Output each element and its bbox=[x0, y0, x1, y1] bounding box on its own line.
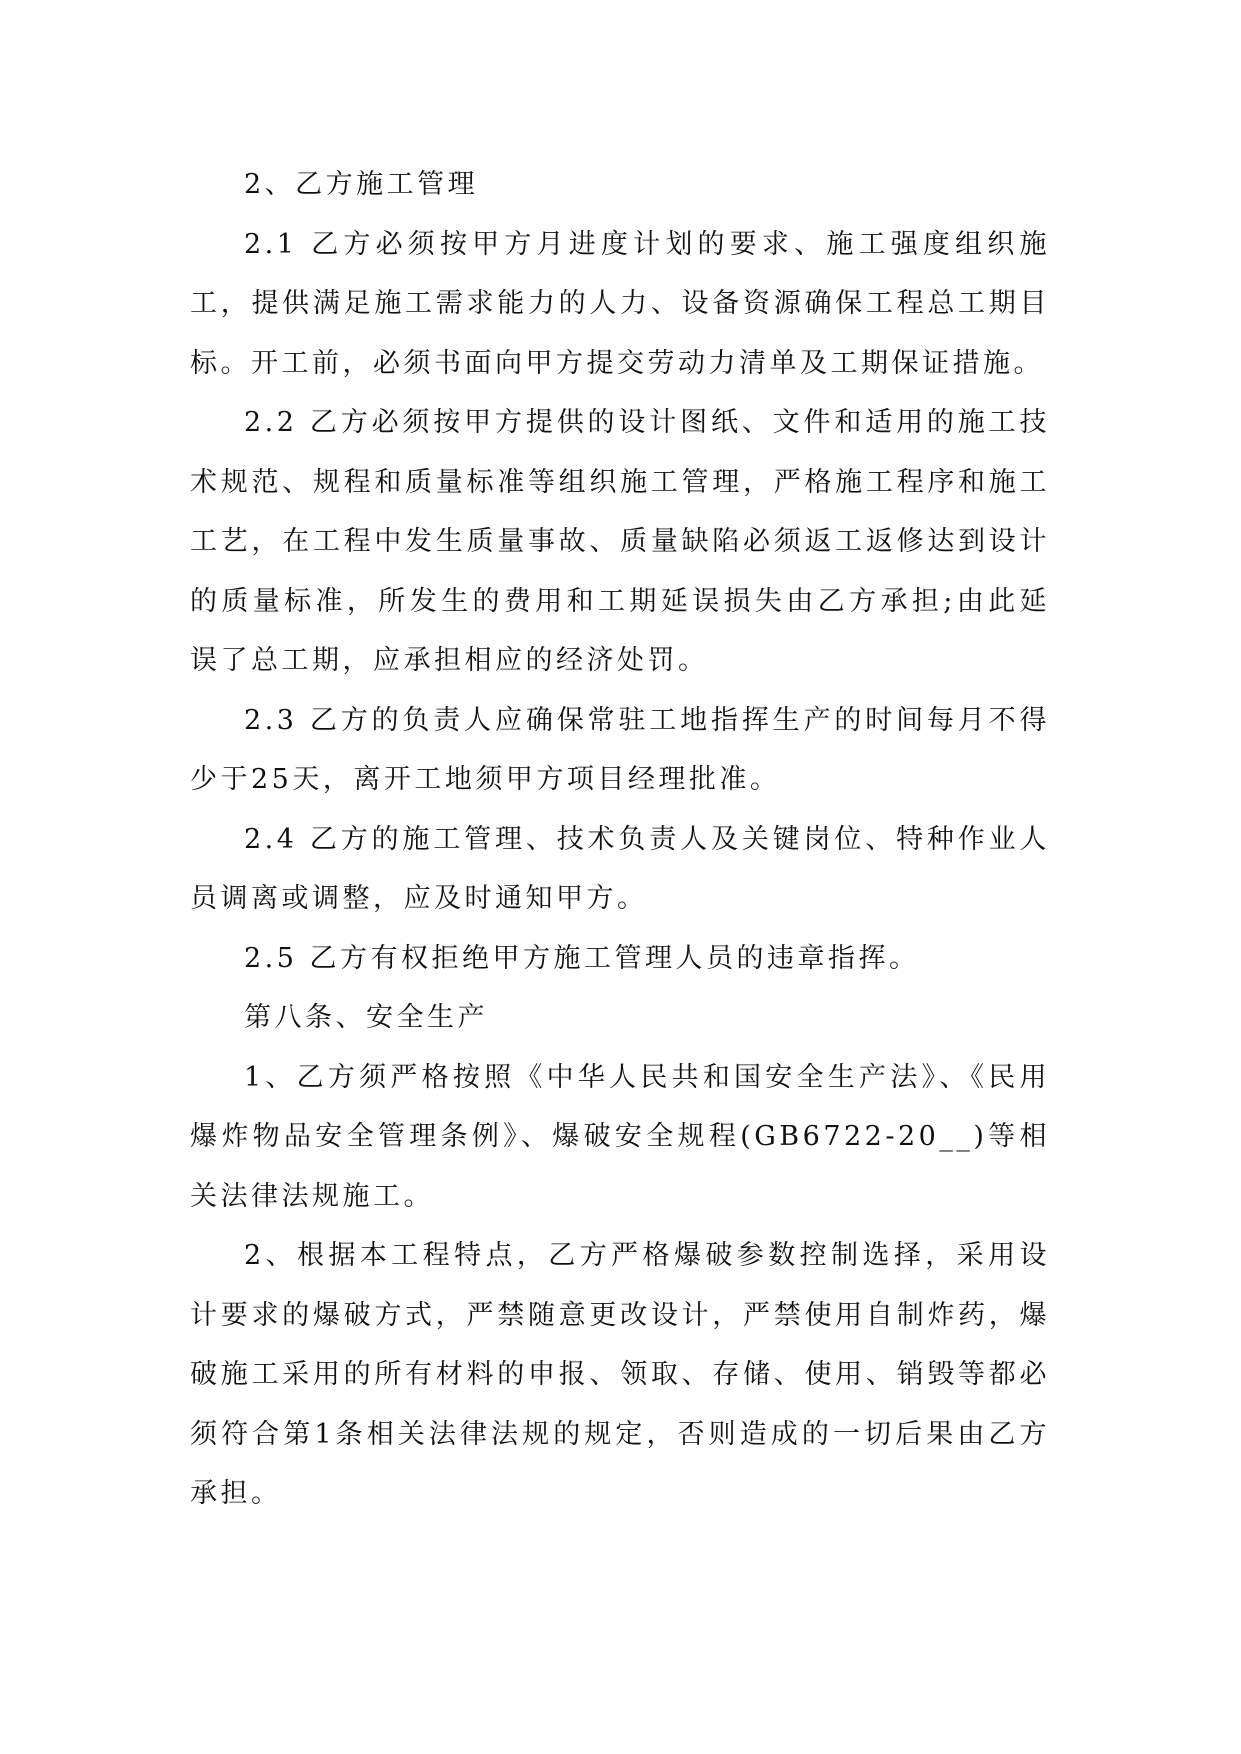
section-heading-contractor-management: 2、乙方施工管理 bbox=[244, 169, 479, 200]
clause-2-1: 2.1 乙方必须按甲方月进度计划的要求、施工强度组织施工，提供满足施工需求能力的人力、设备资源确保工程总工期目标。开工前，必须书面向甲方提交劳动力清单及工期保证措施。 bbox=[190, 228, 1050, 379]
clause-2-5: 2.5 乙方有权拒绝甲方施工管理人员的违章指挥。 bbox=[244, 942, 920, 974]
safety-clause-1: 1、乙方须严格按照《中华人民共和国安全生产法》、《民用爆炸物品安全管理条例》、爆破安全规程(GB6722-20__)等相关法律法规施工。 bbox=[190, 1061, 1050, 1212]
clause-2-2: 2.2 乙方必须按甲方提供的设计图纸、文件和适用的施工技术规范、规程和质量标准等组织施工管理，严格施工程序和施工工艺，在工程中发生质量事故、质量缺陷必须返工返修达到设计的质量标准，所发生的费用和工期延误损失由乙方承担;由此延误了总工期，应承担相应的经济处罚。 bbox=[190, 407, 1050, 676]
document-body bbox=[190, 155, 1050, 1524]
article-8-heading: 第八条、安全生产 bbox=[244, 1002, 488, 1033]
clause-2-4: 2.4 乙方的施工管理、技术负责人及关键岗位、特种作业人员调离或调整，应及时通知甲方。 bbox=[190, 823, 1050, 914]
safety-clause-2: 2、根据本工程特点，乙方严格爆破参数控制选择，采用设计要求的爆破方式，严禁随意更改设计，严禁使用自制炸药，爆破施工采用的所有材料的申报、领取、存储、使用、销毁等都必须符合第1条相关法律法规的规定，否则造成的一切后果由乙方承担。 bbox=[190, 1240, 1050, 1509]
clause-2-3: 2.3 乙方的负责人应确保常驻工地指挥生产的时间每月不得少于25天，离开工地须甲方项目经理批准。 bbox=[190, 704, 1050, 795]
